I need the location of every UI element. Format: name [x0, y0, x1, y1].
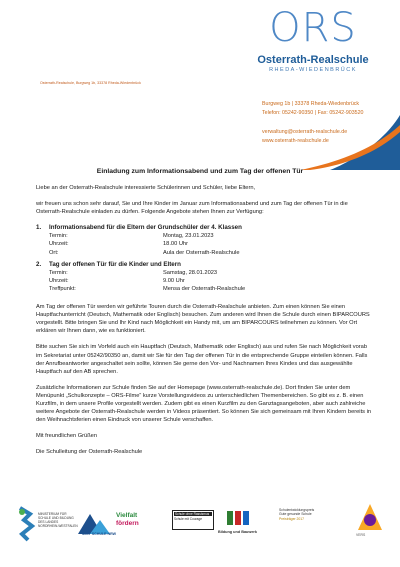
event-value: Aula der Osterrath-Realschule: [163, 249, 240, 256]
event-number: 2.: [36, 260, 42, 268]
address-block: [262, 100, 364, 117]
footer-logos: [14, 500, 390, 560]
closing: Mit freundlichen Grüßen: [36, 433, 98, 440]
event-label: Termin:: [49, 269, 68, 276]
event-heading: Tag der offenen Tür für die Kinder und Eltern: [49, 260, 181, 268]
letter-title: Einladung zum Informationsabend und zum Tag der offenen Tür: [96, 168, 304, 175]
event-label: Treffpunkt:: [49, 285, 76, 292]
email-link[interactable]: verwaltung@osterrath-realschule.de: [262, 129, 348, 135]
vers-logo-text: VERS: [356, 533, 366, 537]
event-value: Montag, 23.01.2023: [163, 233, 214, 240]
event-label: Uhrzeit:: [49, 241, 69, 248]
event-1: [36, 224, 372, 256]
intro-paragraph: wir freuen uns schon sehr darauf, Sie und Ihre Kinder im Januar zum Informationsabend und zum Tag der offenen Tür in die Osterrath-Realschule einladen zu dürfen. Folgende Angebote stehen Ihnen zur Verfügung:: [36, 201, 348, 216]
nrw-ministry-logo-icon: [16, 506, 36, 542]
event-value: Samstag, 28.01.2023: [163, 269, 218, 276]
event-value: 9.00 Uhr: [163, 277, 185, 284]
tour-paragraph: Am Tag der offenen Tür werden wir geführte Touren durch die Osterrath-Realschule anbieten. Zum einen können Sie einen Hauptfachunterricht (Deutsch, Mathematik oder Englisch) besuchen. Zum anderen wird Ihnen die Schule durch einen BIPARCOURS vorgestellt. Bitte bringen Sie und Ihr Kind nach Möglichkeit ein Handy mit, um am BIPARCOURS teilnehmen zu können. Vor Ort erklären wir Ihnen dann, wie es funktioniert.: [36, 304, 370, 335]
school-award-logo: Schulentwicklungspreis Gute gesunde Schule Preisträger 2017: [279, 508, 315, 521]
event-label: Termin:: [49, 233, 68, 240]
vielfalt-logo: [116, 512, 139, 528]
event-value: Mensa der Osterrath-Realschule: [163, 285, 246, 292]
event-heading: Informationsabend für die Eltern der Grundschüler der 4. Klassen: [49, 224, 242, 232]
nrw-text: Bildung und Bauwerk: [218, 530, 258, 534]
vielfalt-line2: fördern: [116, 520, 139, 527]
ministry-text: MINISTERIUM FÜR SCHULE UND BILDUNG DES LANDES NORDRHEIN-WESTFALEN: [38, 512, 78, 528]
event-number: 1.: [36, 224, 42, 232]
schule-ohne-rassismus-logo: Schule ohne Rassismus Schule mit Courage: [172, 510, 214, 530]
event-value: 18.00 Uhr: [163, 241, 188, 248]
homepage-paragraph: Zusätzliche Informationen zur Schule finden Sie auf der Homepage (www.osterrath-realschule.de). Dort finden Sie unter dem Menüpunkt „Schulkonzepte – ORS-Filme“ kurze Vorstellungsvideos zu unterschiedlichen Themenbereichen. So gibt es z. B. einen Kurzfilm, in dem unsere Profile vorgestellt werden. Zudem gibt es einen Kurzfilm zu den Ganztagsangeboten, aber auch zahlreiche weitere Angebote der Osterrath-Realschule werden in Videos präsentiert. So können Sie sich gemeinsam mit Ihren Kindern bereits in den Weihnachtsferien einen Eindruck von unserer Schule verschaffen.: [36, 384, 372, 424]
contact-block: [262, 128, 347, 145]
address-line: Burgweg 1b | 33378 Rheda-Wiedenbrück: [262, 101, 360, 107]
signature: Die Schulleitung der Osterrath-Realschule: [36, 449, 143, 456]
school-location: RHEDA-WIEDENBRÜCK: [269, 67, 357, 73]
vielfalt-line1: Vielfalt: [116, 512, 138, 519]
letter-body: [36, 184, 372, 464]
phone-line: Telefon: 05242-90350 | Fax: 05242-903520: [262, 109, 364, 116]
event-label: Ort:: [49, 249, 59, 256]
sender-line: Osterrath-Realschule, Burgweg 1b, 33378 Rheda-Wiedenbrück: [40, 81, 141, 85]
school-logo: [243, 6, 383, 73]
nrw-logo-icon: [226, 508, 252, 528]
event-label: Uhrzeit:: [49, 277, 69, 284]
registration-paragraph: Bitte suchen Sie sich im Vorfeld auch ein Hauptfach (Deutsch, Mathematik oder Englisch) aus und rufen Sie nach Möglichkeit vorab im Sekretariat unter 05242/90350 an, damit wir Sie für den Tag der offenen Tür in die entsprechende Gruppe einteilen können. Falls der Anrufbeantworter angeschaltet sein sollte, können Sie gerne den Vor- und Nachnamen Ihres Kindes und das ausgewählte Hauptfach auf den AB sprechen.: [36, 344, 368, 375]
event-2: [36, 261, 372, 293]
salutation: Liebe an der Osterrath-Realschule interessierte Schülerinnen und Schüler, liebe Eltern,: [36, 185, 256, 191]
school-name: Osterrath-Realschule: [257, 54, 369, 66]
logo-mark: ORS: [269, 5, 357, 51]
website-link[interactable]: www.osterrath-realschule.de: [262, 137, 329, 144]
mint-text: MINT SCHULE NRW: [82, 532, 117, 536]
